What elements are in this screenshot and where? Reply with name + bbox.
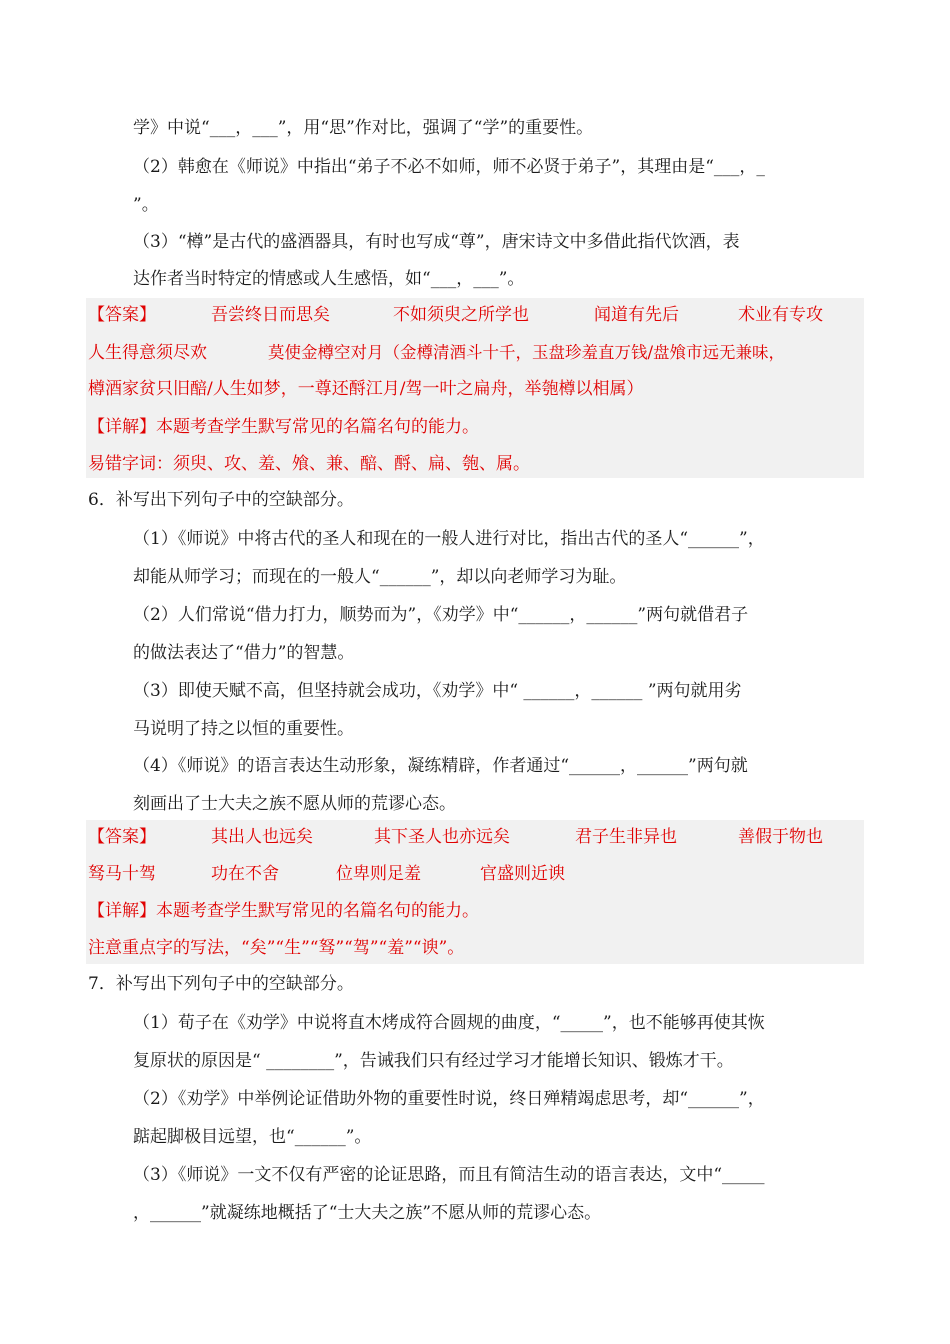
- q6-title: 6．补写出下列句子中的空缺部分。: [88, 490, 354, 510]
- answer-6-5: 驽马十驾: [88, 864, 156, 884]
- q7-p1a: （1）荀子在《劝学》中说将直木烤成符合圆规的曲度，“_____”，也不能够再使其恢: [133, 1013, 765, 1033]
- q5-line-3: ”。: [133, 195, 159, 215]
- detail-6: 【详解】本题考查学生默写常见的名篇名句的能力。: [88, 901, 479, 921]
- answer-5-1: 吾尝终日而思矣: [211, 305, 330, 325]
- q7-p3a: （3）《师说》一文不仅有严密的论证思路，而且有简洁生动的语言表达，文中“_____: [133, 1165, 765, 1185]
- answer-6-2: 其下圣人也亦远矣: [374, 827, 510, 847]
- answer-5-5: 人生得意须尽欢: [88, 343, 207, 363]
- answer-5-3: 闻道有先后: [594, 305, 679, 325]
- q7-p3b: ，______”就凝练地概括了“士大夫之族”不愿从师的荒谬心态。: [133, 1203, 602, 1223]
- answer-6-1: 其出人也远矣: [211, 827, 313, 847]
- answer-label-5: 【答案】: [88, 305, 156, 325]
- q6-p2b: 的做法表达了“借力”的智慧。: [133, 643, 355, 663]
- q6-p1a: （1）《师说》中将古代的圣人和现在的一般人进行对比，指出古代的圣人“______”，: [133, 529, 765, 549]
- q6-p2a: （2）人们常说“借力打力，顺势而为”，《劝学》中“______，______”两句就借君子: [133, 605, 749, 625]
- q5-line-2: （2）韩愈在《师说》中指出“弟子不必不如师，师不必贤于弟子”，其理由是“___，_: [133, 157, 765, 177]
- answer-6-3: 君子生非异也: [575, 827, 677, 847]
- q5-line-1: 学》中说“___，___”，用“思”作对比，强调了“学”的重要性。: [133, 118, 594, 138]
- note-6: 注意重点字的写法，“矣”“生”“驽”“驾”“羞”“谀”。: [88, 938, 465, 958]
- answer-5-6: 莫使金樽空对月（金樽清酒斗十千，玉盘珍羞直万钱/盘飧市远无兼味，: [268, 343, 786, 362]
- q7-p2a: （2）《劝学》中举例论证借助外物的重要性时说，终日殚精竭虑思考，却“______”，: [133, 1089, 765, 1109]
- q6-p3a: （3）即使天赋不高，但坚持就会成功，《劝学》中“ ______，______ ”两句就用劣: [133, 681, 742, 701]
- q7-p1b: 复原状的原因是“ ________”，告诫我们只有经过学习才能增长知识、锻炼才干。: [133, 1051, 734, 1071]
- detail-5: 【详解】本题考查学生默写常见的名篇名句的能力。: [88, 417, 479, 437]
- answer-6-8: 官盛则近谀: [480, 864, 565, 884]
- q6-p4b: 刻画出了士大夫之族不愿从师的荒谬心态。: [133, 794, 456, 814]
- answer-label-6: 【答案】: [88, 827, 156, 847]
- answer-5-4: 术业有专攻: [738, 305, 823, 325]
- note-5: 易错字词：须臾、攻、羞、飧、兼、醅、酹、扁、匏、属。: [88, 454, 530, 474]
- answer-5-2: 不如须臾之所学也: [393, 305, 529, 325]
- q6-p4a: （4）《师说》的语言表达生动形象，凝练精辟，作者通过“______，______”两句就: [133, 756, 748, 776]
- q5-line-4: （3）“樽”是古代的盛酒器具，有时也写成“尊”，唐宋诗文中多借此指代饮酒，表: [133, 232, 740, 252]
- q7-p2b: 踮起脚极目远望，也“______”。: [133, 1127, 372, 1147]
- q6-p1b: 却能从师学习；而现在的一般人“______”，却以向老师学习为耻。: [133, 567, 627, 587]
- q7-title: 7．补写出下列句子中的空缺部分。: [88, 974, 354, 994]
- q6-p3b: 马说明了持之以恒的重要性。: [133, 719, 354, 739]
- answer-5-7: 樽酒家贫只旧醅/人生如梦，一尊还酹江月/驾一叶之扁舟，举匏樽以相属）: [88, 379, 644, 399]
- answer-6-6: 功在不舍: [211, 864, 279, 884]
- q5-line-5: 达作者当时特定的情感或人生感悟，如“___，___”。: [133, 269, 525, 289]
- answer-6-4: 善假于物也: [738, 827, 823, 847]
- answer-6-7: 位卑则足羞: [336, 864, 421, 884]
